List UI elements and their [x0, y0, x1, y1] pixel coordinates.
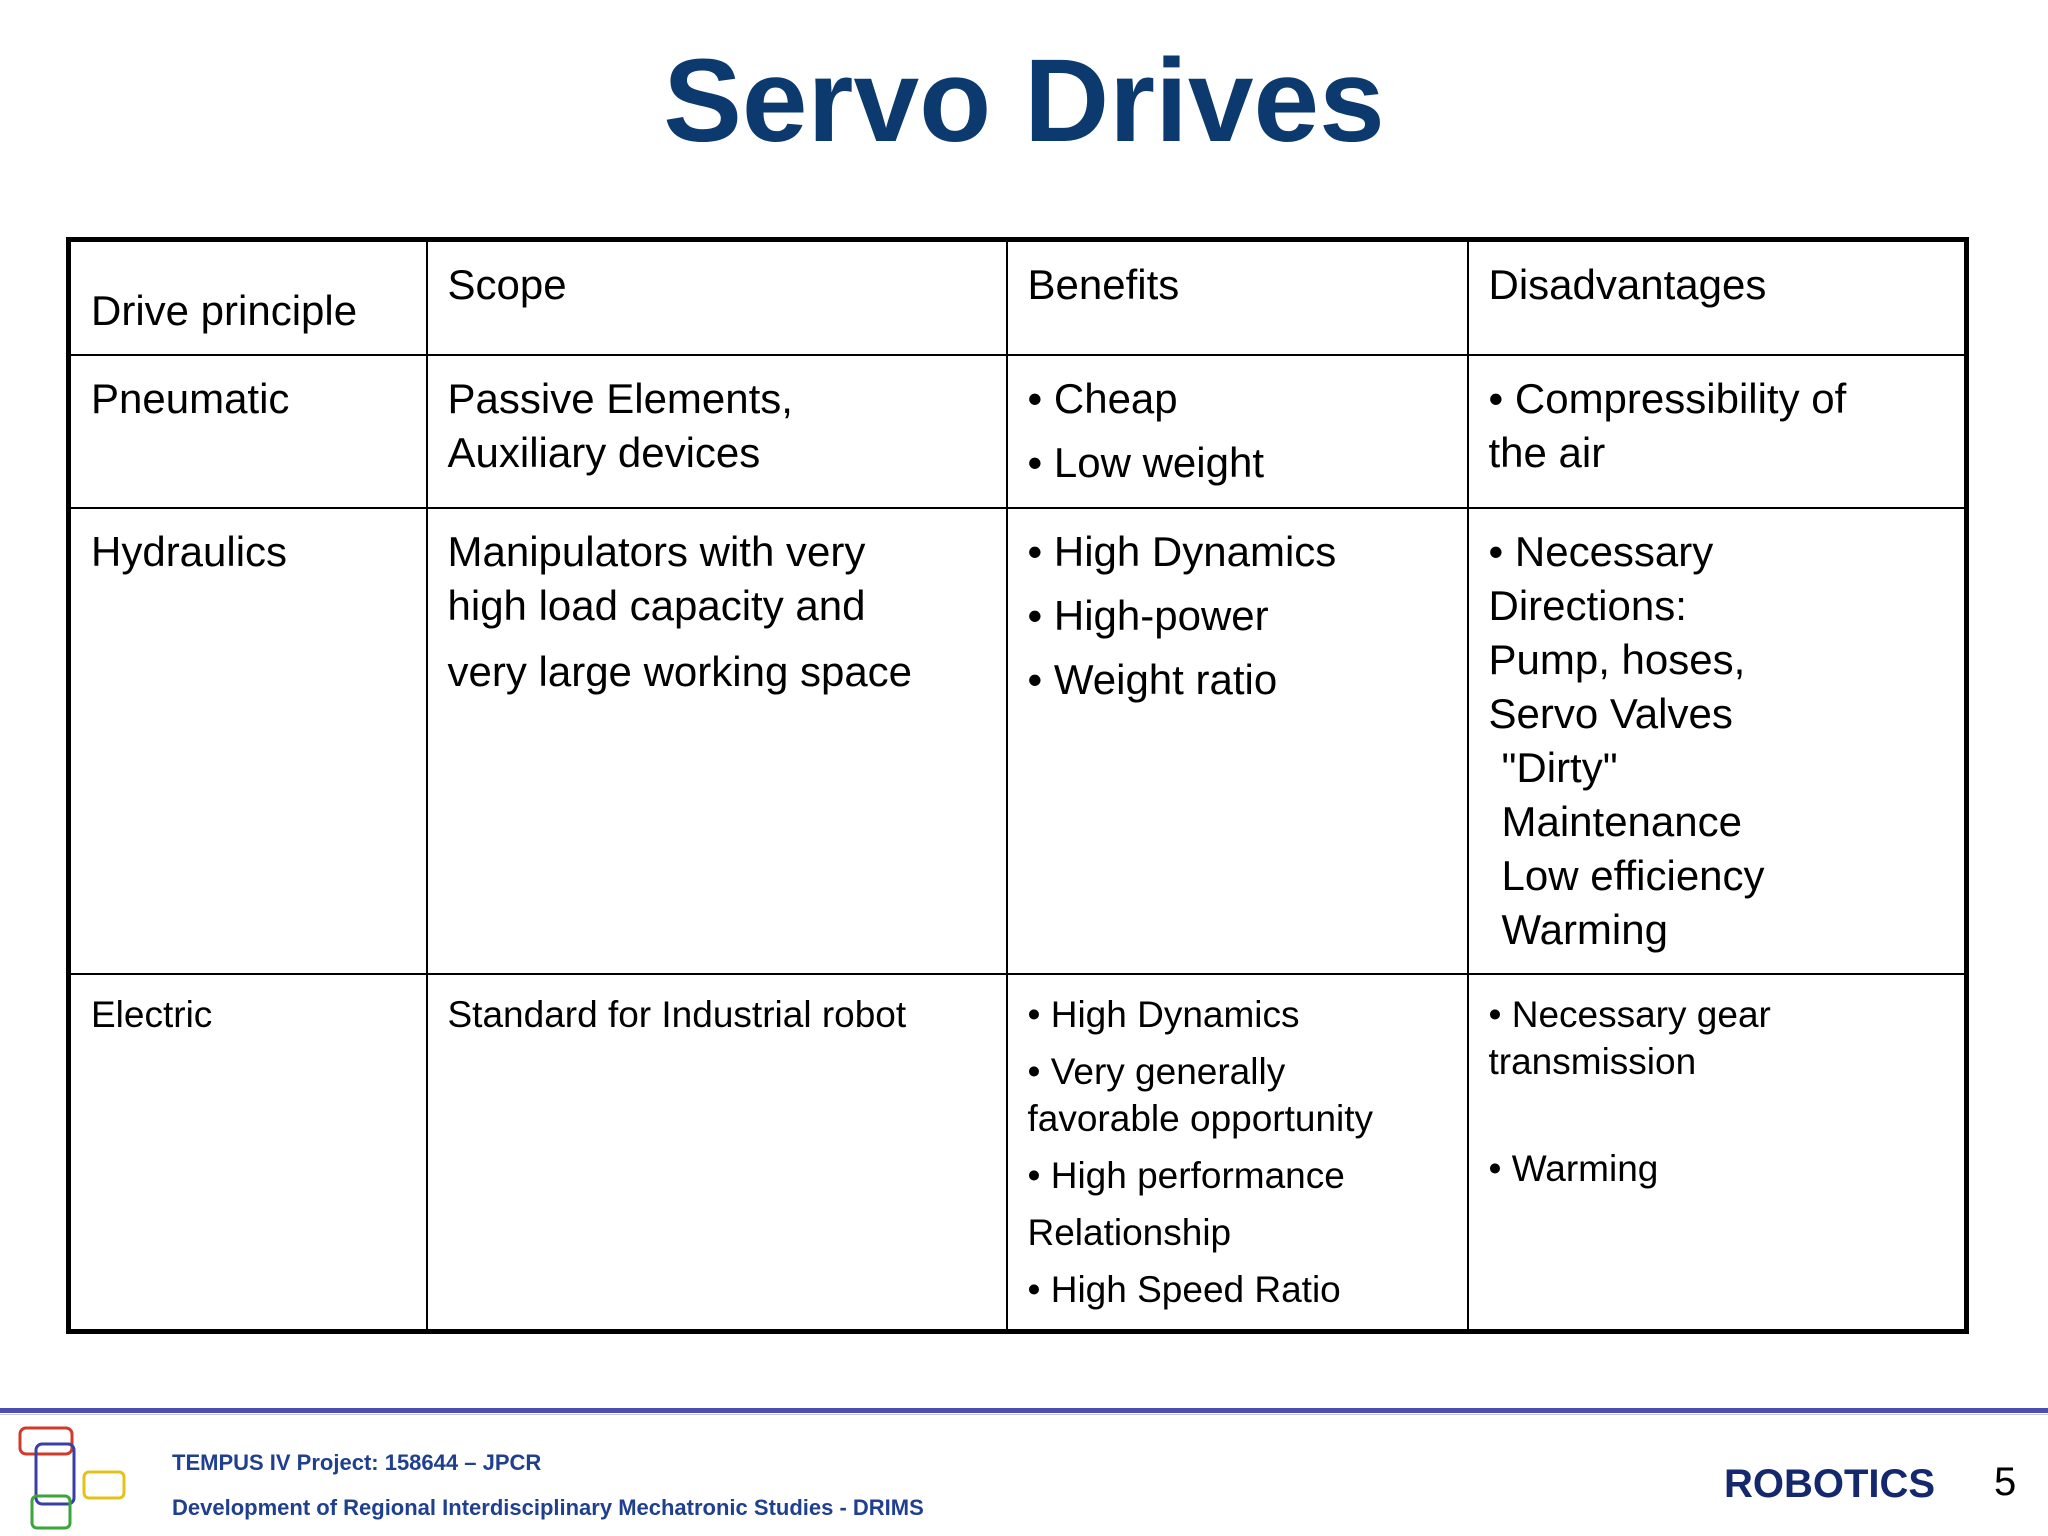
benefit-item: • High-power: [1027, 592, 1269, 639]
benefit-item: • Cheap: [1027, 375, 1178, 422]
benefit-item: • High Dynamics: [1027, 528, 1337, 575]
table-header-row: [69, 240, 1967, 356]
disadvantage-item: transmission: [1488, 1041, 1697, 1082]
table-row: [69, 974, 1967, 1332]
disadvantage-item: Maintenance: [1501, 798, 1742, 845]
scope-line: very large working space: [447, 648, 913, 695]
cell-principle: Pneumatic: [69, 355, 427, 508]
disadvantage-item: Servo Valves: [1488, 690, 1733, 737]
header-benefits: Benefits: [1007, 240, 1468, 356]
cell-scope: [427, 508, 1007, 974]
cell-scope: [427, 974, 1007, 1332]
benefit-item: • Very generally: [1027, 1051, 1286, 1092]
cell-scope: [427, 355, 1007, 508]
footer-course: ROBOTICS: [1724, 1462, 1936, 1506]
cell-disadvantages: [1468, 974, 1967, 1332]
cell-disadvantages: [1468, 355, 1967, 508]
slide-title: Servo Drives: [663, 35, 1385, 167]
footer-project: TEMPUS IV Project: 158644 – JPCR: [172, 1450, 542, 1475]
header-disadvantages: Disadvantages: [1468, 240, 1967, 356]
cell-principle: Hydraulics: [69, 508, 427, 974]
footer-divider-shadow: [0, 1414, 2048, 1415]
servo-drives-table: [66, 237, 1969, 1334]
header-scope: Scope: [427, 240, 1007, 356]
disadvantage-item: • Warming: [1488, 1148, 1659, 1189]
benefit-item: • Weight ratio: [1027, 656, 1278, 703]
disadvantage-item: Warming: [1501, 906, 1668, 953]
table-row: [69, 508, 1967, 974]
cell-benefits: [1007, 355, 1468, 508]
cell-principle: Electric: [69, 974, 427, 1332]
benefit-item: favorable opportunity: [1027, 1098, 1374, 1139]
scope-line: Passive Elements,: [447, 375, 793, 422]
footer-program: Development of Regional Interdisciplinary Mechatronic Studies - DRIMS: [172, 1495, 924, 1520]
benefit-item: • High Dynamics: [1027, 994, 1300, 1035]
scope-line: high load capacity and: [447, 582, 866, 629]
header-drive-principle: Drive principle: [69, 240, 427, 356]
benefit-item: • High Speed Ratio: [1027, 1269, 1341, 1310]
footer-divider: [0, 1408, 2048, 1413]
disadvantage-item: • Necessary: [1488, 528, 1714, 575]
cell-benefits: [1007, 974, 1468, 1332]
benefit-item: • Low weight: [1027, 439, 1264, 486]
disadvantage-item: Low efficiency: [1501, 852, 1765, 899]
scope-line: Manipulators with very: [447, 528, 866, 575]
scope-line: Standard for Industrial robot: [447, 994, 907, 1035]
disadvantage-item: the air: [1488, 429, 1606, 476]
table-row: [69, 355, 1967, 508]
disadvantage-item: Directions:: [1488, 582, 1687, 629]
benefit-item: Relationship: [1027, 1212, 1232, 1253]
disadvantage-item: "Dirty": [1501, 744, 1618, 791]
benefit-item: • High performance: [1027, 1155, 1345, 1196]
scope-line: Auxiliary devices: [447, 429, 761, 476]
cell-benefits: [1007, 508, 1468, 974]
overlapping-squares-logo-icon: [18, 1424, 128, 1532]
disadvantage-item: • Compressibility of: [1488, 375, 1847, 422]
cell-disadvantages: [1468, 508, 1967, 974]
disadvantage-item: Pump, hoses,: [1488, 636, 1746, 683]
disadvantage-item: • Necessary gear: [1488, 994, 1771, 1035]
page-number: 5: [1994, 1460, 2017, 1504]
